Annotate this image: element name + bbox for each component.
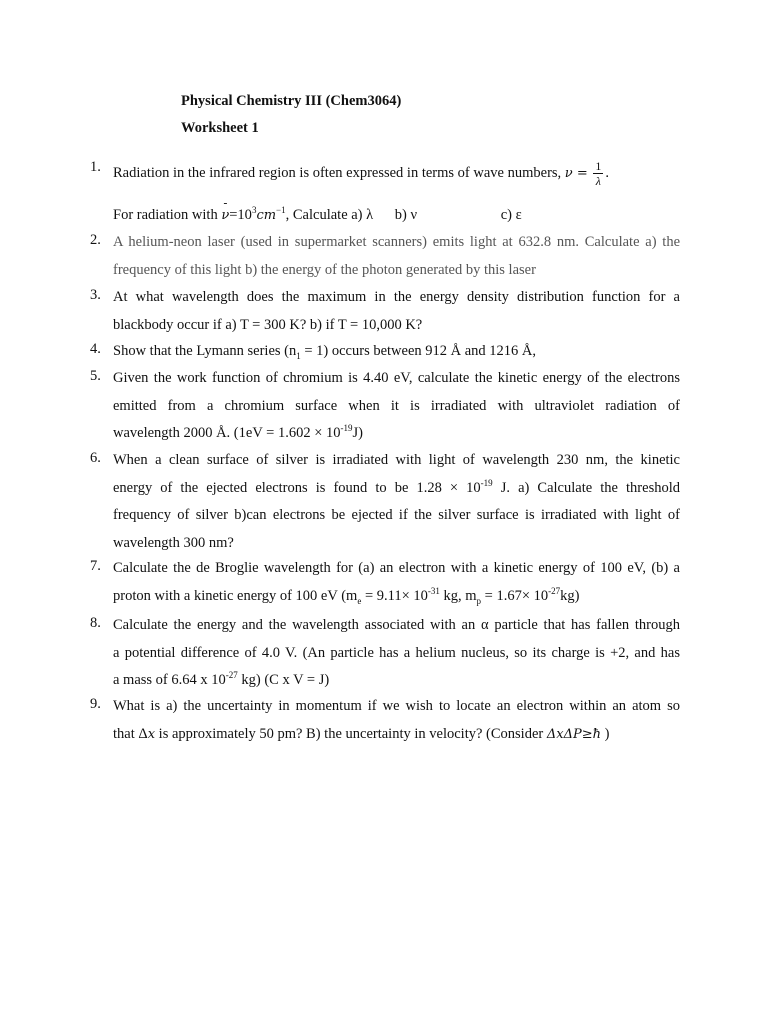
question-3-line-1: At what wavelength does the maximum in the energy density distribution function for a [113,289,680,305]
question-8-line-2: a potential difference of 4.0 V. (An particle has a helium nucleus, so its charge is +2, and has [113,644,680,661]
question-1-line-1: Radiation in the infrared region is often expressed in terms of wave numbers, ν = $\frac{1}{\lambda}$ . [113,159,609,188]
question-number: 6. [90,450,101,466]
question-number: 9. [90,696,101,712]
question-number: 2. [90,232,101,248]
question-6-line-3: frequency of silver b)can electrons be ejected if the silver surface is irradiated with light of [113,507,680,523]
question-6-line-1: When a clean surface of silver is irradiated with light of wavelength 230 nm, the kinetic [113,452,680,468]
page-title: Physical Chemistry III (Chem3064) [181,93,402,109]
question-2-line-2: frequency of this light b) the energy of the photon generated by this laser [113,261,536,278]
question-number: 1. [90,159,101,175]
uncertainty-formula: ΔxΔP≥ħ [546,726,601,742]
question-9-line-1: What is a) the uncertainty in momentum if we wish to locate an electron within an atom so [113,698,680,714]
question-number: 3. [90,287,101,303]
question-5-line-2: emitted from a chromium surface when it is irradiated with ultraviolet radiation of [113,397,680,414]
question-number: 8. [90,615,101,631]
question-number: 5. [90,368,101,384]
question-7-line-2: proton with a kinetic energy of 100 eV ($m_e = 9.11\times 10^{-31}$ kg, $m_p = 1.67\times 10^{-27}kg$) [113,585,580,606]
question-1-line-2: For radiation with - $\nu=10^3cm^{-1}$, Calculate a) λ b) ν c) ε [113,207,522,224]
question-number: 4. [90,341,101,357]
question-6-line-2: energy of the ejected electrons is found to be $1.28 \times 10^{-19}$ J. a) Calculate the threshold [113,477,680,496]
question-2-line-1: A helium-neon laser (used in supermarket scanners) emits light at 632.8 nm. Calculate a) the [113,234,681,250]
question-5-line-3: wavelength 2000 Å. $(1eV = 1.602 \times 10^{-19}J)$ [113,423,363,441]
question-8-line-1: Calculate the energy and the wavelength associated with an α particle that has fallen through [113,617,680,633]
question-5-line-1: Given the work function of chromium is 4.40 eV, calculate the kinetic energy of the electrons [113,370,680,386]
question-8-line-3: a mass of 6.64 x $10^{-27}$ kg) (C x V = J) [113,670,330,688]
worksheet-subtitle: Worksheet 1 [181,120,259,136]
question-9-line-2: that Δx is approximately 50 pm? B) the uncertainty in velocity? (Consider ΔxΔP≥ħ ) [113,725,610,742]
question-4-line-1: Show that the Lymann series $(n_1 = 1)$ occurs between 912 Å and 1216 Å, [113,343,537,361]
question-3-line-2: blackbody occur if a) T = 300 K? b) if T = 10,000 K? [113,316,423,333]
wave-number-fraction: $\frac{1}{\lambda}$ [595,159,602,188]
question-7-line-1: Calculate the de Broglie wavelength for (a) an electron with a kinetic energy of 100 eV, (b) a [113,560,680,576]
question-number: 7. [90,558,101,574]
question-6-line-4: wavelength 300 nm? [113,534,234,551]
